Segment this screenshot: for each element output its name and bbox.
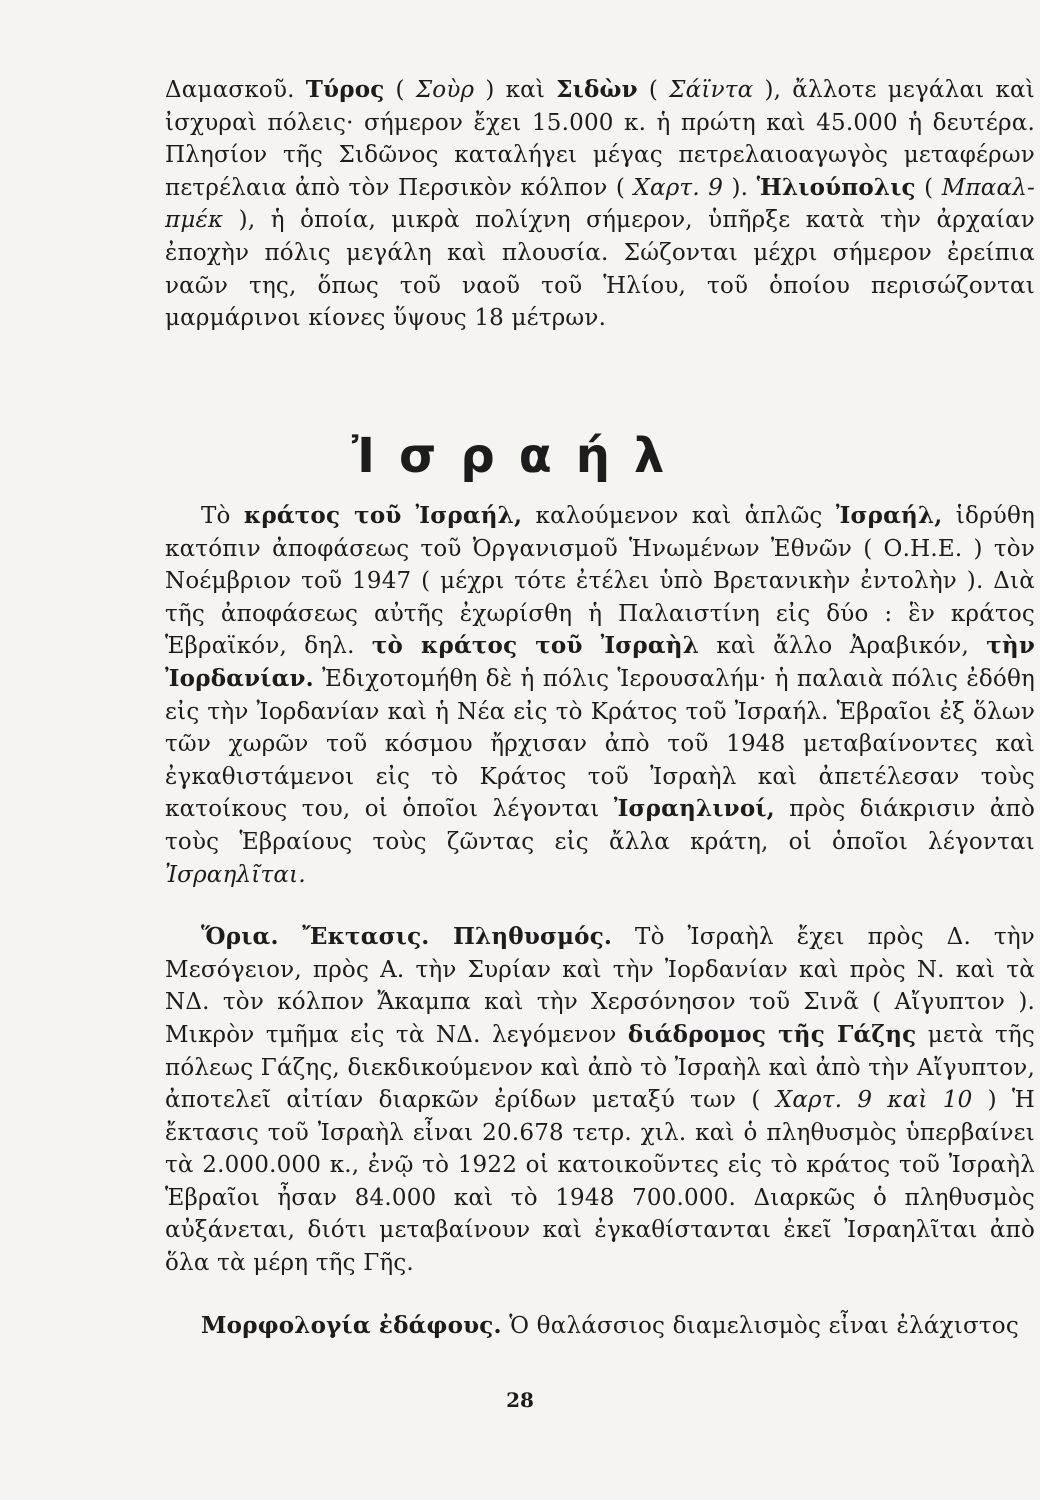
heading-borders-area-population: Ὅρια. Ἔκτασις. Πληθυσμός. [201, 923, 613, 951]
paragraph-israel [165, 500, 1035, 891]
term-israelis: Ἰσραηλινοί, [613, 795, 775, 823]
term-gaza-strip: διάδρομος τῆς Γάζης [627, 1020, 917, 1048]
term-israel: Ἰσραήλ, [835, 502, 943, 529]
term-tyre: Τύρος [305, 76, 385, 103]
text-run: ) καὶ [474, 77, 557, 103]
map-reference: Χαρτ. 9 καὶ 10 [775, 1087, 973, 1114]
text-run: Ἐδιχοτομήθη δὲ ἡ πόλις Ἱερουσαλήμ· ἡ παλαιὰ πόλις ἐδόθη εἰς τὴν Ἰορδανίαν καὶ ἡ Νέα εἰς τὸ Κράτος τοῦ Ἰσραήλ. Ἑβραῖοι ἐξ ὅλων τῶν χωρῶν τοῦ κόσμου ἤρχισαν ἀπὸ τοῦ 1948 μεταβαίνοντες καὶ ἐγκαθιστάμενοι εἰς τὸ Κράτος τοῦ Ἰσραὴλ καὶ ἀπετέλεσαν τοὺς κατοίκους του, οἱ ὁποῖοι λέγονται [165, 665, 1035, 823]
term-heliopolis: Ἡλιούπολις [756, 173, 916, 201]
paragraph-borders [165, 921, 1035, 1280]
alt-name-heliopolis: Μπααλ-πμέκ [165, 174, 1036, 234]
paragraph-gap [165, 891, 1035, 921]
heading-terrain-morphology: Μορφολογία ἐδάφους. [201, 1311, 502, 1339]
text-run: ), ἄλλοτε μεγάλαι καὶ ἰσχυραὶ πόλεις· σήμερον ἔχει 15.000 κ. ἡ πρώτη καὶ 45.000 ἡ δευτέρα. Πλησίον τῆς Σιδῶνος καταλήγει μέγας πετρελαιοαγωγὸς μεταφέρων πετρέλαια ἀπὸ τὸν Περσικὸν κόλπον ( [165, 77, 1036, 201]
term-jordan: τὴν Ἰορδανίαν. [165, 632, 1036, 692]
term-state-of-israel: κράτος τοῦ Ἰσραήλ, [243, 502, 523, 529]
text-run: ( [384, 77, 416, 103]
text-run: ) Ἡ ἔκτασις τοῦ Ἰσραὴλ εἶναι 20.678 τετρ. χιλ. καὶ ὁ πληθυσμὸς ὑπερβαίνει τὰ 2.000.000 κ., ἐνῷ τὸ 1922 οἱ κατοικοῦντες εἰς τὸ κράτος τοῦ Ἰσραὴλ Ἑβραῖοι ἦσαν 84.000 καὶ τὸ 1948 700.000. Διαρκῶς ὁ πληθυσμὸς αὐξάνεται, διότι μεταβαίνουν καὶ ἐγκαθίστανται ἐκεῖ Ἰσραηλῖται ἀπὸ ὅλα τὰ μέρη τῆς Γῆς. [165, 1087, 1036, 1277]
page-number: 28 [506, 1388, 534, 1412]
paragraph-damascus [165, 74, 1035, 335]
term-state-of-israel-2: τὸ κράτος τοῦ Ἰσραὴλ [371, 632, 700, 660]
alt-name-tyre: Σοὺρ [415, 77, 475, 103]
term-israelites: Ἰσραηλῖται. [165, 861, 306, 888]
text-run: Δαμασκοῦ. [165, 77, 306, 103]
text-run: μετὰ τῆς πόλεως Γάζης, διεκδικούμενον καὶ ἀπὸ τὸ Ἰσραὴλ καὶ ἀπὸ τὴν Αἴγυπτον, ἀποτελεῖ αἰτίαν διαρκῶν ἐρίδων μεταξύ των ( [165, 1021, 1035, 1114]
paragraph-top [165, 74, 1035, 335]
text-run: Ὁ θαλάσσιος διαμελισμὸς εἶναι ἐλάχιστος [501, 1312, 1019, 1339]
text-run: ( [915, 174, 942, 201]
text-run: Τὸ Ἰσραὴλ ἔχει πρὸς Δ. τὴν Μεσόγειον, πρὸς Α. τὴν Συρίαν καὶ τὴν Ἰορδανίαν καὶ πρὸς Ν. καὶ τὰ ΝΔ. τὸν κόλπον Ἄκαμπα καὶ τὴν Χερσόνησον τοῦ Σινᾶ ( Αἴγυπτον ). Μικρὸν τμῆμα εἰς τὰ ΝΔ. λεγόμενον [165, 924, 1035, 1048]
section-title: Ἰσραήλ [351, 428, 689, 484]
paragraph-gap [165, 1280, 1035, 1310]
map-reference: Χαρτ. 9 [633, 174, 724, 201]
term-sidon: Σιδὼν [556, 76, 638, 103]
text-run: ἱδρύθη κατόπιν ἀποφάσεως τοῦ Ὀργανισμοῦ Ἡνωμένων Ἐθνῶν ( Ο.Η.Ε. ) τὸν Νοέμβριον τοῦ 1947 ( μέχρι τότε ἐτέλει ὑπὸ Βρετανικὴν ἐντολὴν ). Διὰ τῆς ἀποφάσεως αὐτῆς ἐχωρίσθη ἡ Παλαιστίνη εἰς δύο : ἓν κράτος Ἑβραϊκόν, δηλ. [165, 503, 1035, 660]
main-text [165, 500, 1035, 1342]
text-run: ). [723, 174, 757, 201]
paragraph-morphology [165, 1310, 1035, 1343]
text-run: πρὸς διάκρισιν ἀπὸ τοὺς Ἑβραίους τοὺς ζῶντας εἰς ἄλλα κράτη, οἱ ὁποῖοι λέγονται [165, 796, 1036, 855]
text-run: Τὸ [201, 503, 244, 529]
text-run: ( [637, 77, 670, 103]
text-run: ), ἡ ὁποία, μικρὰ πολίχνη σήμερον, ὑπῆρξε κατὰ τὴν ἀρχαίαν ἐποχὴν πόλις μεγάλη καὶ πλουσία. Σώζονται μέχρι σήμερον ἐρείπια ναῶν της, ὅπως τοῦ ναοῦ τοῦ Ἡλίου, τοῦ ὁποίου περισώζονται μαρμάρινοι κίονες ὕψους 18 μέτρων. [165, 207, 1035, 332]
text-run: καὶ ἄλλο Ἀραβικόν, [699, 633, 987, 660]
alt-name-sidon: Σάϊντα [669, 77, 754, 103]
text-run: καλούμενον καὶ ἁπλῶς [522, 503, 836, 529]
